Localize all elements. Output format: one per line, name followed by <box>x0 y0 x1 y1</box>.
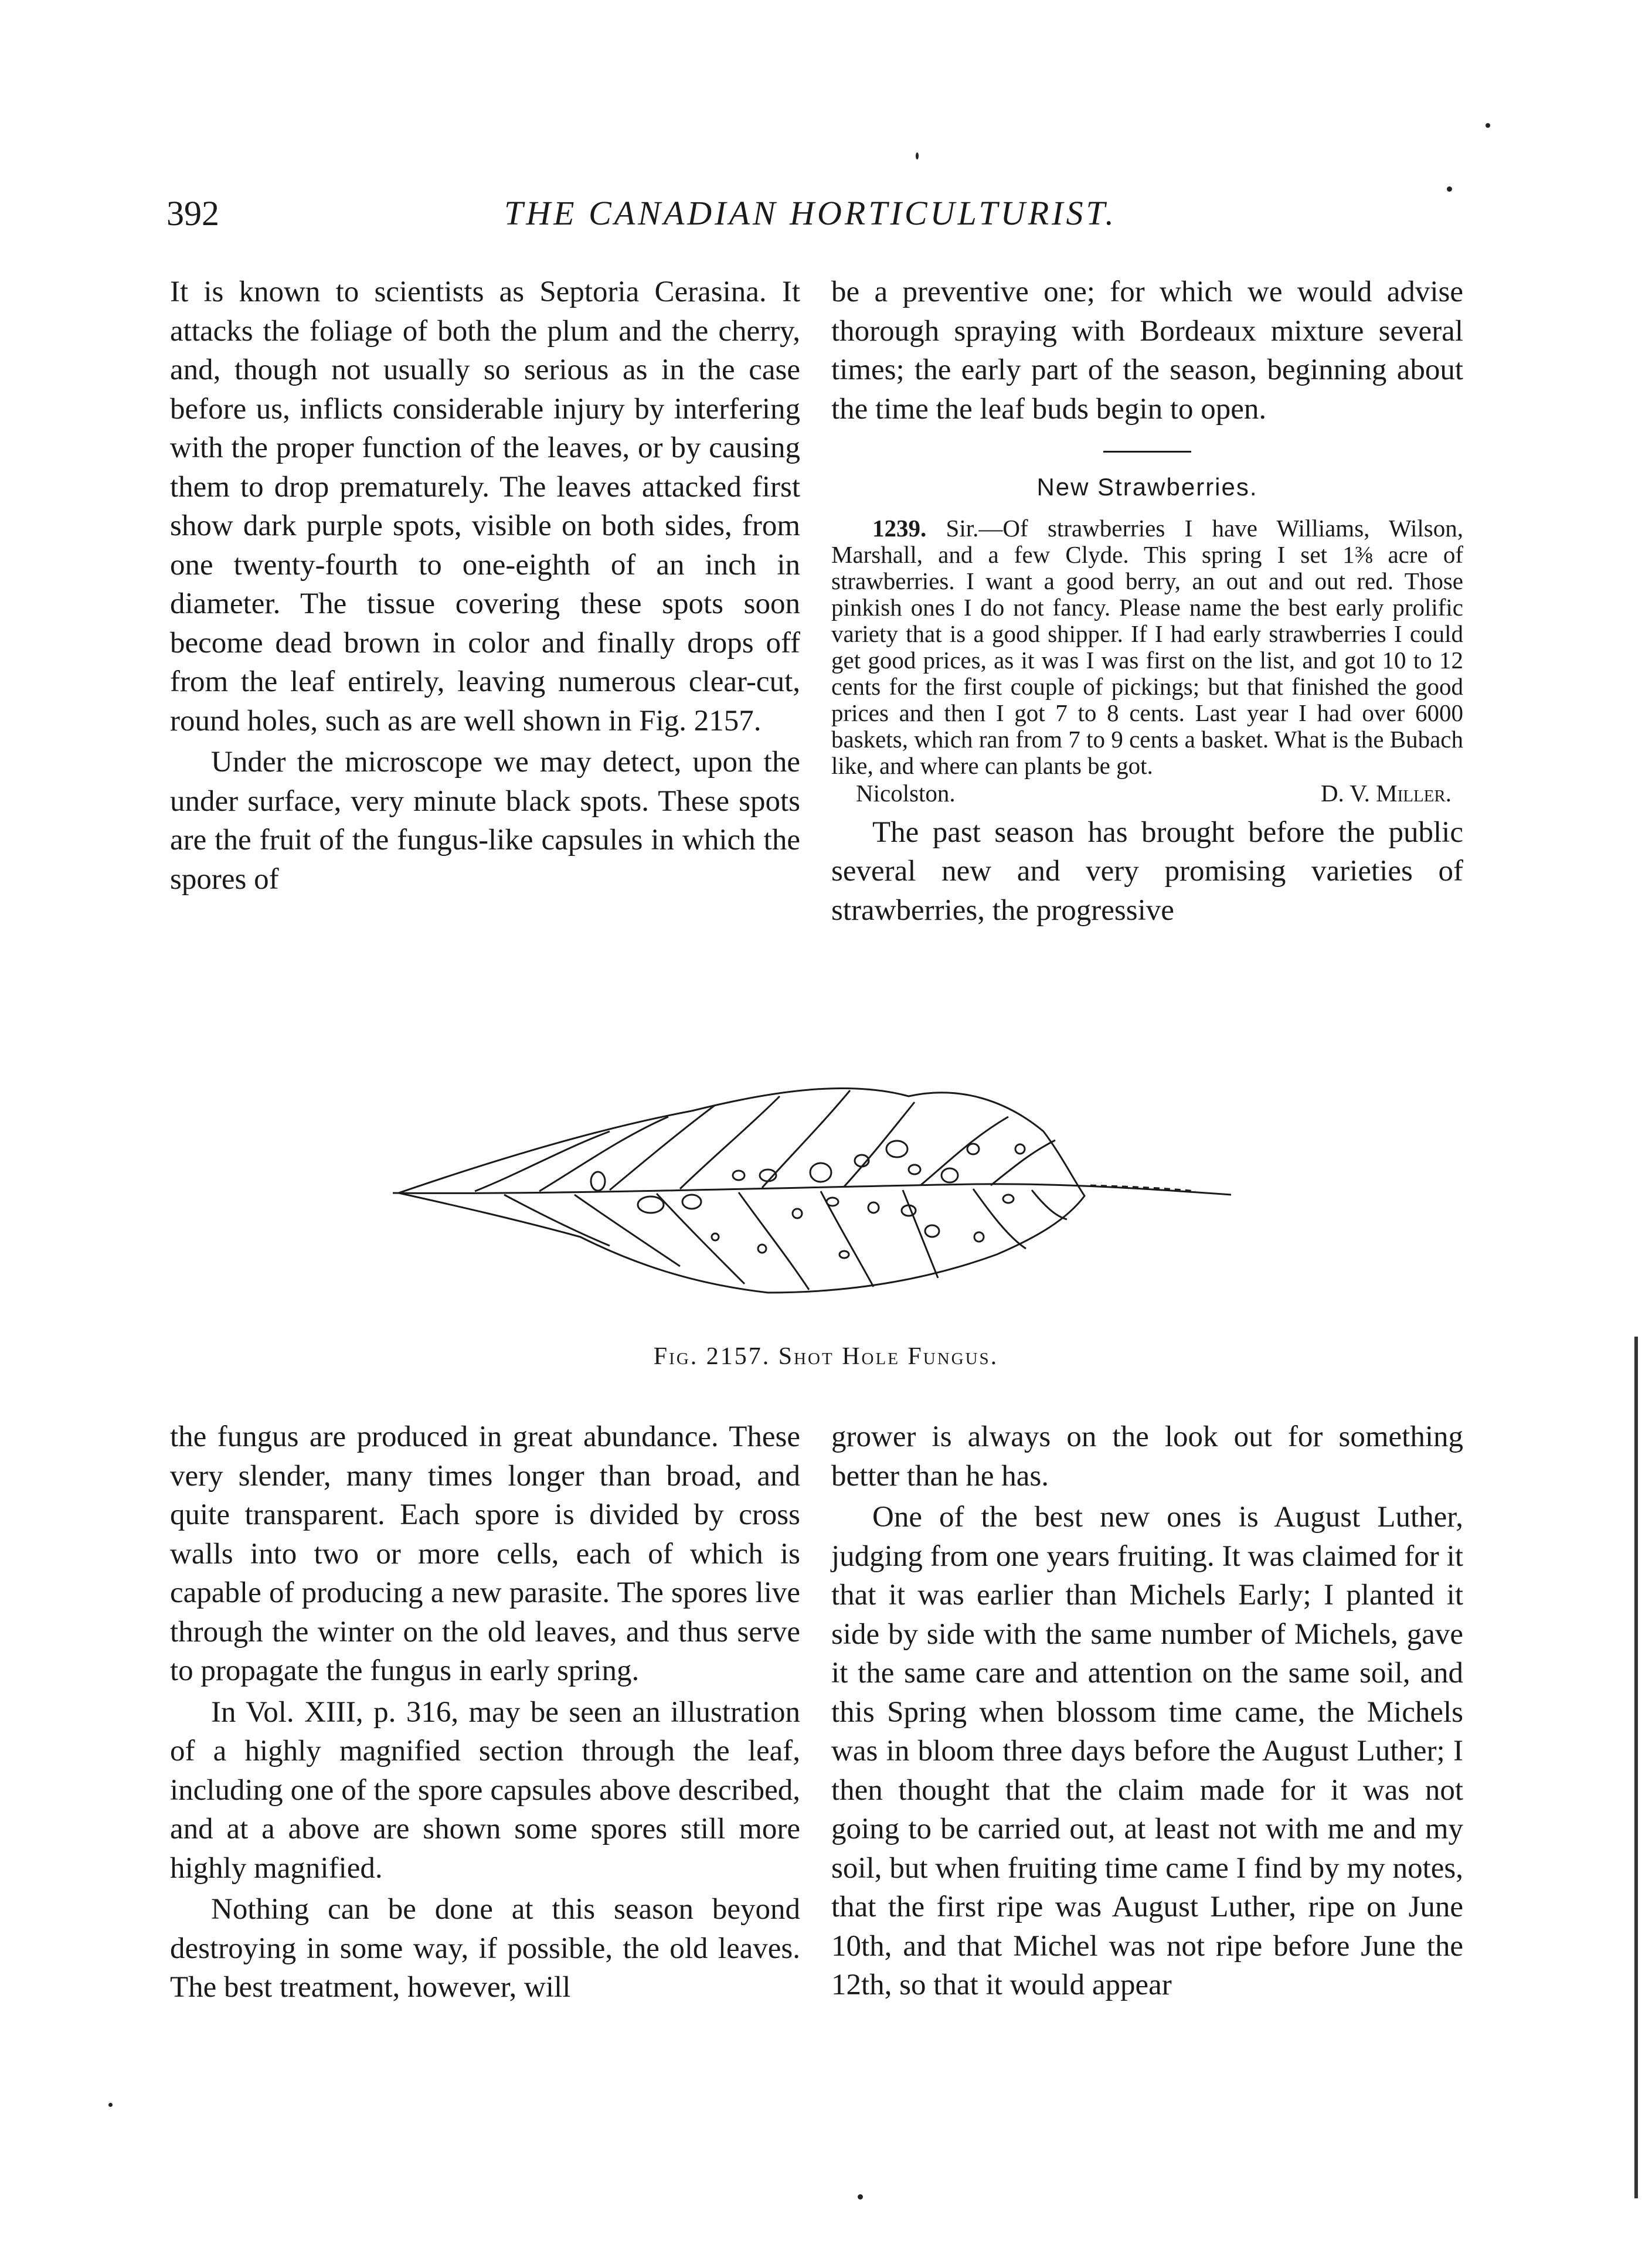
paragraph: It is known to scientists as Septoria Cerasina. It attacks the foliage of both the plum and the cherry, and, though not usually so serious as in the case before us, inflicts considerable injury by interfering with the proper function of the leaves, or by causing them to drop prematurely. The leaves attacked first show dark purple spots, visible on both sides, from one twenty-fourth to one-eighth of an inch in diameter. The tissue covering these spots soon become dead brown in color and finally drops off from the leaf entirely, leaving numerous clear-cut, round holes, such as are well shown in Fig. 2157. <box>170 276 800 737</box>
paragraph: the fungus are produced in great abundance. These very slender, many times longer than broad, and quite transparent. Each spore is divided by cross walls into two or more cells, each of which is capable of producing a new parasite. The spores live through the winter on the old leaves, and thus serve to propagate the fungus in early spring. <box>170 1420 800 1687</box>
print-speck <box>1486 123 1490 128</box>
reader-letter <box>831 515 1463 779</box>
print-speck <box>1447 186 1452 192</box>
page-edge-mark <box>1634 1337 1638 2198</box>
column-left-bottom <box>170 1417 800 2007</box>
running-title: THE CANADIAN HORTICULTURIST. <box>504 194 1117 232</box>
paragraph: The past season has brought before the public several new and very promising varieties of strawberries, the progressive <box>831 815 1463 927</box>
leaf-illustration <box>387 1061 1255 1319</box>
letter-number: 1239. <box>872 514 927 542</box>
letter-place: Nicolston. <box>856 779 956 807</box>
paragraph: Under the microscope we may detect, upon the under surface, very minute black spots. These spots are the fruit of the fungus-like capsules in which the spores of <box>170 746 800 896</box>
leaf-outline <box>399 1088 1085 1293</box>
column-left-top <box>170 273 800 899</box>
print-speck <box>916 152 919 159</box>
column-right-top <box>831 273 1463 930</box>
paragraph: be a preventive one; for which we would advise thorough spraying with Bordeaux mixture several times; the early part of the season, beginning about the time the leaf buds begin to open. <box>831 276 1463 426</box>
column-right-bottom <box>831 1417 1463 2005</box>
section-divider <box>1103 451 1191 453</box>
section-heading: New Strawberries. <box>1036 473 1258 501</box>
letter-signature <box>831 779 1463 807</box>
print-speck <box>108 2103 113 2107</box>
print-speck <box>858 2194 863 2200</box>
letter-author: D. V. Miller. <box>1320 779 1452 807</box>
paragraph: Nothing can be done at this season beyond destroying in some way, if possible, the old leaves. The best treatment, however, will <box>170 1893 800 2004</box>
letter-body: Sir.—Of strawberries I have Williams, Wilson, Marshall, and a few Clyde. This spring I set 1⅜ acre of strawberries. I want a good berry, an out and out red. Those pinkish ones I do not fancy. Please name the best early prolific variety that is a good shipper. If I had early strawberries I could get good prices, as it was I was first on the list, and got 10 to 12 cents for the first couple of pickings; but that finished the good prices and then I got 7 to 8 cents. Last year I had over 6000 baskets, which ran from 7 to 9 cents a basket. What is the Bubach like, and where can plants be got. <box>831 514 1463 779</box>
figure-caption: Fig. 2157. Shot Hole Fungus. <box>653 1343 999 1370</box>
paragraph: In Vol. XIII, p. 316, may be seen an illustration of a highly magnified section through the leaf, including one of the spore capsules above described, and at a above are shown some spores still more highly magnified. <box>170 1695 800 1885</box>
paragraph: One of the best new ones is August Luther, judging from one years fruiting. It was claimed for it that it was earlier than Michels Early; I planted it side by side with the same number of Michels, gave it the same care and attention on the same soil, and this Spring when blossom time came, the Michels was in bloom three days before the August Luther; I then thought that the claim made for it was not going to be carried out, at least not with me and my soil, but when fruiting time came I find by my notes, that the first ripe was August Luther, ripe on June 10th, and that Michel was not ripe before June the 12th, so that it would appear <box>831 1501 1463 2001</box>
paragraph: grower is always on the look out for something better than he has. <box>831 1420 1463 1493</box>
page-number: 392 <box>166 194 219 233</box>
